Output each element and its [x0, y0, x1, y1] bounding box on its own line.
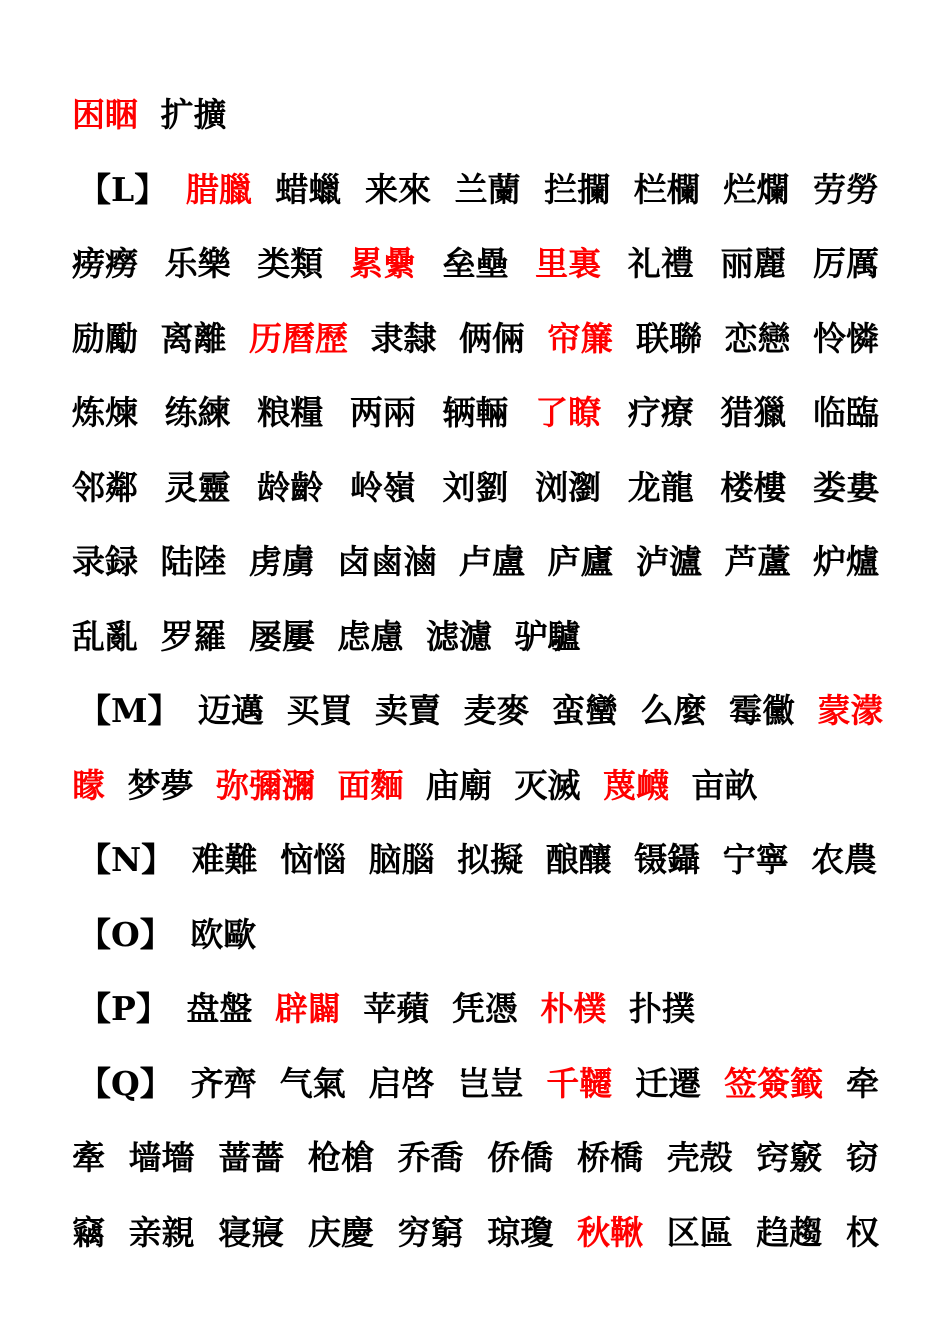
text-line-6	[72, 451, 890, 526]
char-pair: 壳殻	[666, 1138, 733, 1177]
highlighted-char-pair: 了瞭	[535, 393, 602, 432]
char-pair: 霉黴	[729, 691, 796, 730]
char-pair: 屡屢	[249, 616, 315, 656]
section-letter: 【M】	[78, 691, 181, 730]
char-pair: 牽	[72, 1138, 105, 1177]
char-pair: 权	[845, 1212, 879, 1252]
char-pair: 栏欄	[633, 169, 700, 209]
char-pair: 拦攔	[544, 169, 611, 209]
char-pair: 扑撲	[628, 989, 695, 1028]
char-pair: 梦夢	[127, 765, 194, 805]
text-line-7	[72, 525, 890, 600]
char-pair: 练練	[164, 393, 231, 432]
char-pair: 岂豈	[457, 1063, 524, 1103]
char-pair: 齐齊	[190, 1063, 257, 1103]
char-pair: 难難	[191, 840, 258, 879]
char-pair: 苹蘋	[363, 989, 430, 1028]
char-pair: 窍竅	[756, 1138, 823, 1177]
char-pair: 烂爛	[723, 169, 790, 209]
char-pair: 猎獵	[720, 393, 787, 432]
text-line-15	[72, 1121, 890, 1196]
char-pair: 盘盤	[186, 989, 253, 1028]
char-pair: 灭滅	[514, 765, 581, 805]
text-line-12	[72, 898, 890, 973]
char-pair: 丽麗	[720, 244, 787, 283]
highlighted-char-pair: 秋鞦	[576, 1212, 643, 1252]
char-pair: 枪槍	[307, 1138, 374, 1177]
char-pair: 亩畝	[691, 765, 758, 805]
char-pair: 邻鄰	[72, 467, 138, 507]
text-line-3	[72, 227, 890, 302]
char-pair: 庆慶	[307, 1212, 374, 1252]
char-pair: 庐廬	[547, 542, 614, 581]
section-letter: 【O】	[78, 914, 173, 954]
char-pair: 气氣	[279, 1063, 346, 1103]
char-pair: 买買	[286, 691, 353, 730]
char-pair: 类類	[257, 244, 324, 283]
char-pair: 滤濾	[426, 616, 492, 656]
text-line-10	[72, 749, 890, 824]
char-pair: 桥橋	[576, 1138, 643, 1177]
char-pair: 虏虜	[249, 542, 315, 581]
text-line-4	[72, 302, 890, 377]
char-pair: 脑腦	[368, 840, 435, 879]
highlighted-char-pair: 矇	[72, 765, 105, 805]
char-pair: 两兩	[349, 393, 416, 432]
char-pair: 凭憑	[451, 989, 518, 1028]
char-pair: 窃	[845, 1138, 879, 1177]
char-pair: 蔷薔	[218, 1138, 285, 1177]
text-line-14	[72, 1047, 890, 1122]
highlighted-char-pair: 腊臘	[185, 169, 252, 209]
char-pair: 励勵	[72, 318, 138, 358]
highlighted-char-pair: 蔑衊	[603, 765, 669, 805]
char-pair: 隶隸	[370, 318, 437, 358]
highlighted-char-pair: 面麵	[337, 765, 404, 805]
char-pair: 娄婁	[813, 467, 879, 507]
text-line-1	[72, 78, 890, 153]
char-pair: 刘劉	[442, 467, 509, 507]
char-pair: 亲親	[128, 1212, 195, 1252]
highlighted-char-pair: 辟闢	[274, 989, 341, 1028]
char-pair: 厉厲	[813, 244, 879, 283]
char-pair: 么麼	[640, 691, 707, 730]
section-letter: 【Q】	[78, 1063, 173, 1103]
char-pair: 礼禮	[627, 244, 694, 283]
char-pair: 怜憐	[813, 318, 879, 358]
char-pair: 楼樓	[720, 467, 787, 507]
char-pair: 恋戀	[724, 318, 791, 358]
highlighted-char-pair: 朴樸	[540, 989, 607, 1028]
text-line-16	[72, 1196, 890, 1271]
char-pair: 卖賣	[375, 691, 442, 730]
char-pair: 炉爐	[813, 542, 879, 581]
char-pair: 乔喬	[397, 1138, 464, 1177]
char-pair: 拟擬	[457, 840, 524, 879]
char-pair: 劳勞	[812, 169, 879, 209]
char-pair: 宁寧	[722, 840, 789, 879]
char-pair: 泸瀘	[636, 542, 702, 581]
highlighted-char-pair: 累纍	[349, 244, 416, 283]
char-pair: 粮糧	[257, 393, 324, 432]
char-pair: 寝寢	[218, 1212, 285, 1252]
highlighted-char-pair: 千韆	[546, 1063, 613, 1103]
char-pair: 启啓	[368, 1063, 435, 1103]
char-pair: 驴驢	[514, 616, 581, 656]
char-pair: 芦蘆	[724, 542, 791, 581]
char-pair: 蜡蠟	[275, 169, 342, 209]
char-pair: 来來	[364, 169, 431, 209]
char-pair: 疗療	[627, 393, 694, 432]
char-pair: 镊鑷	[634, 840, 701, 879]
highlighted-char-pair: 历曆歷	[249, 318, 348, 358]
section-letter: 【P】	[78, 989, 169, 1028]
char-pair: 迈邁	[198, 691, 265, 730]
char-pair: 罗羅	[160, 616, 227, 656]
text-line-5	[72, 376, 890, 451]
text-line-8	[72, 600, 890, 675]
char-pair: 乱亂	[72, 616, 138, 656]
char-pair: 麦麥	[463, 691, 530, 730]
highlighted-char-pair: 帘簾	[547, 318, 614, 358]
highlighted-char-pair: 蒙濛	[817, 691, 884, 730]
highlighted-char-pair: 里裏	[535, 244, 602, 283]
char-pair: 牵	[846, 1063, 879, 1103]
char-pair: 炼煉	[72, 393, 138, 432]
char-pair: 竊	[72, 1212, 105, 1252]
char-pair: 农農	[811, 840, 878, 879]
char-pair: 浏瀏	[535, 467, 602, 507]
char-pair: 离離	[160, 318, 227, 358]
char-pair: 兰蘭	[454, 169, 521, 209]
char-pair: 酿釀	[545, 840, 612, 879]
text-line-9	[72, 674, 890, 749]
char-pair: 墙墻	[128, 1138, 195, 1177]
char-pair: 侨僑	[487, 1138, 554, 1177]
char-pair: 庙廟	[426, 765, 492, 805]
char-pair: 临臨	[813, 393, 879, 432]
char-pair: 龙龍	[627, 467, 694, 507]
char-pair: 痨癆	[72, 244, 138, 283]
char-pair: 录録	[72, 542, 138, 581]
char-pair: 乐樂	[164, 244, 231, 283]
text-line-13	[72, 972, 890, 1047]
char-pair: 穷窮	[397, 1212, 464, 1252]
text-line-11	[72, 823, 890, 898]
char-pair: 迁遷	[635, 1063, 702, 1103]
section-letter: 【L】	[78, 169, 168, 209]
char-pair: 陆陸	[160, 542, 227, 581]
highlighted-char-pair: 弥彌瀰	[216, 765, 315, 805]
char-pair: 辆輛	[442, 393, 509, 432]
text-line-2	[72, 153, 890, 228]
char-pair: 灵靈	[164, 467, 231, 507]
char-pair: 卤鹵滷	[337, 542, 437, 581]
char-pair: 欧歐	[190, 914, 257, 954]
char-pair: 恼惱	[280, 840, 347, 879]
char-pair: 卢盧	[459, 542, 525, 581]
char-pair: 趋趨	[756, 1212, 823, 1252]
char-pair: 扩擴	[160, 95, 227, 134]
char-pair: 岭嶺	[349, 467, 416, 507]
char-pair: 龄齡	[257, 467, 324, 507]
char-pair: 区區	[666, 1212, 733, 1252]
char-pair: 琼瓊	[487, 1212, 554, 1252]
char-pair: 联聯	[636, 318, 702, 358]
section-letter: 【N】	[78, 840, 175, 879]
highlighted-char-pair: 困睏	[72, 95, 138, 134]
char-pair: 蛮蠻	[552, 691, 619, 730]
char-pair: 虑慮	[337, 616, 404, 656]
char-pair: 俩倆	[459, 318, 525, 358]
highlighted-char-pair: 签簽籤	[724, 1063, 824, 1103]
char-pair: 垒壘	[442, 244, 509, 283]
